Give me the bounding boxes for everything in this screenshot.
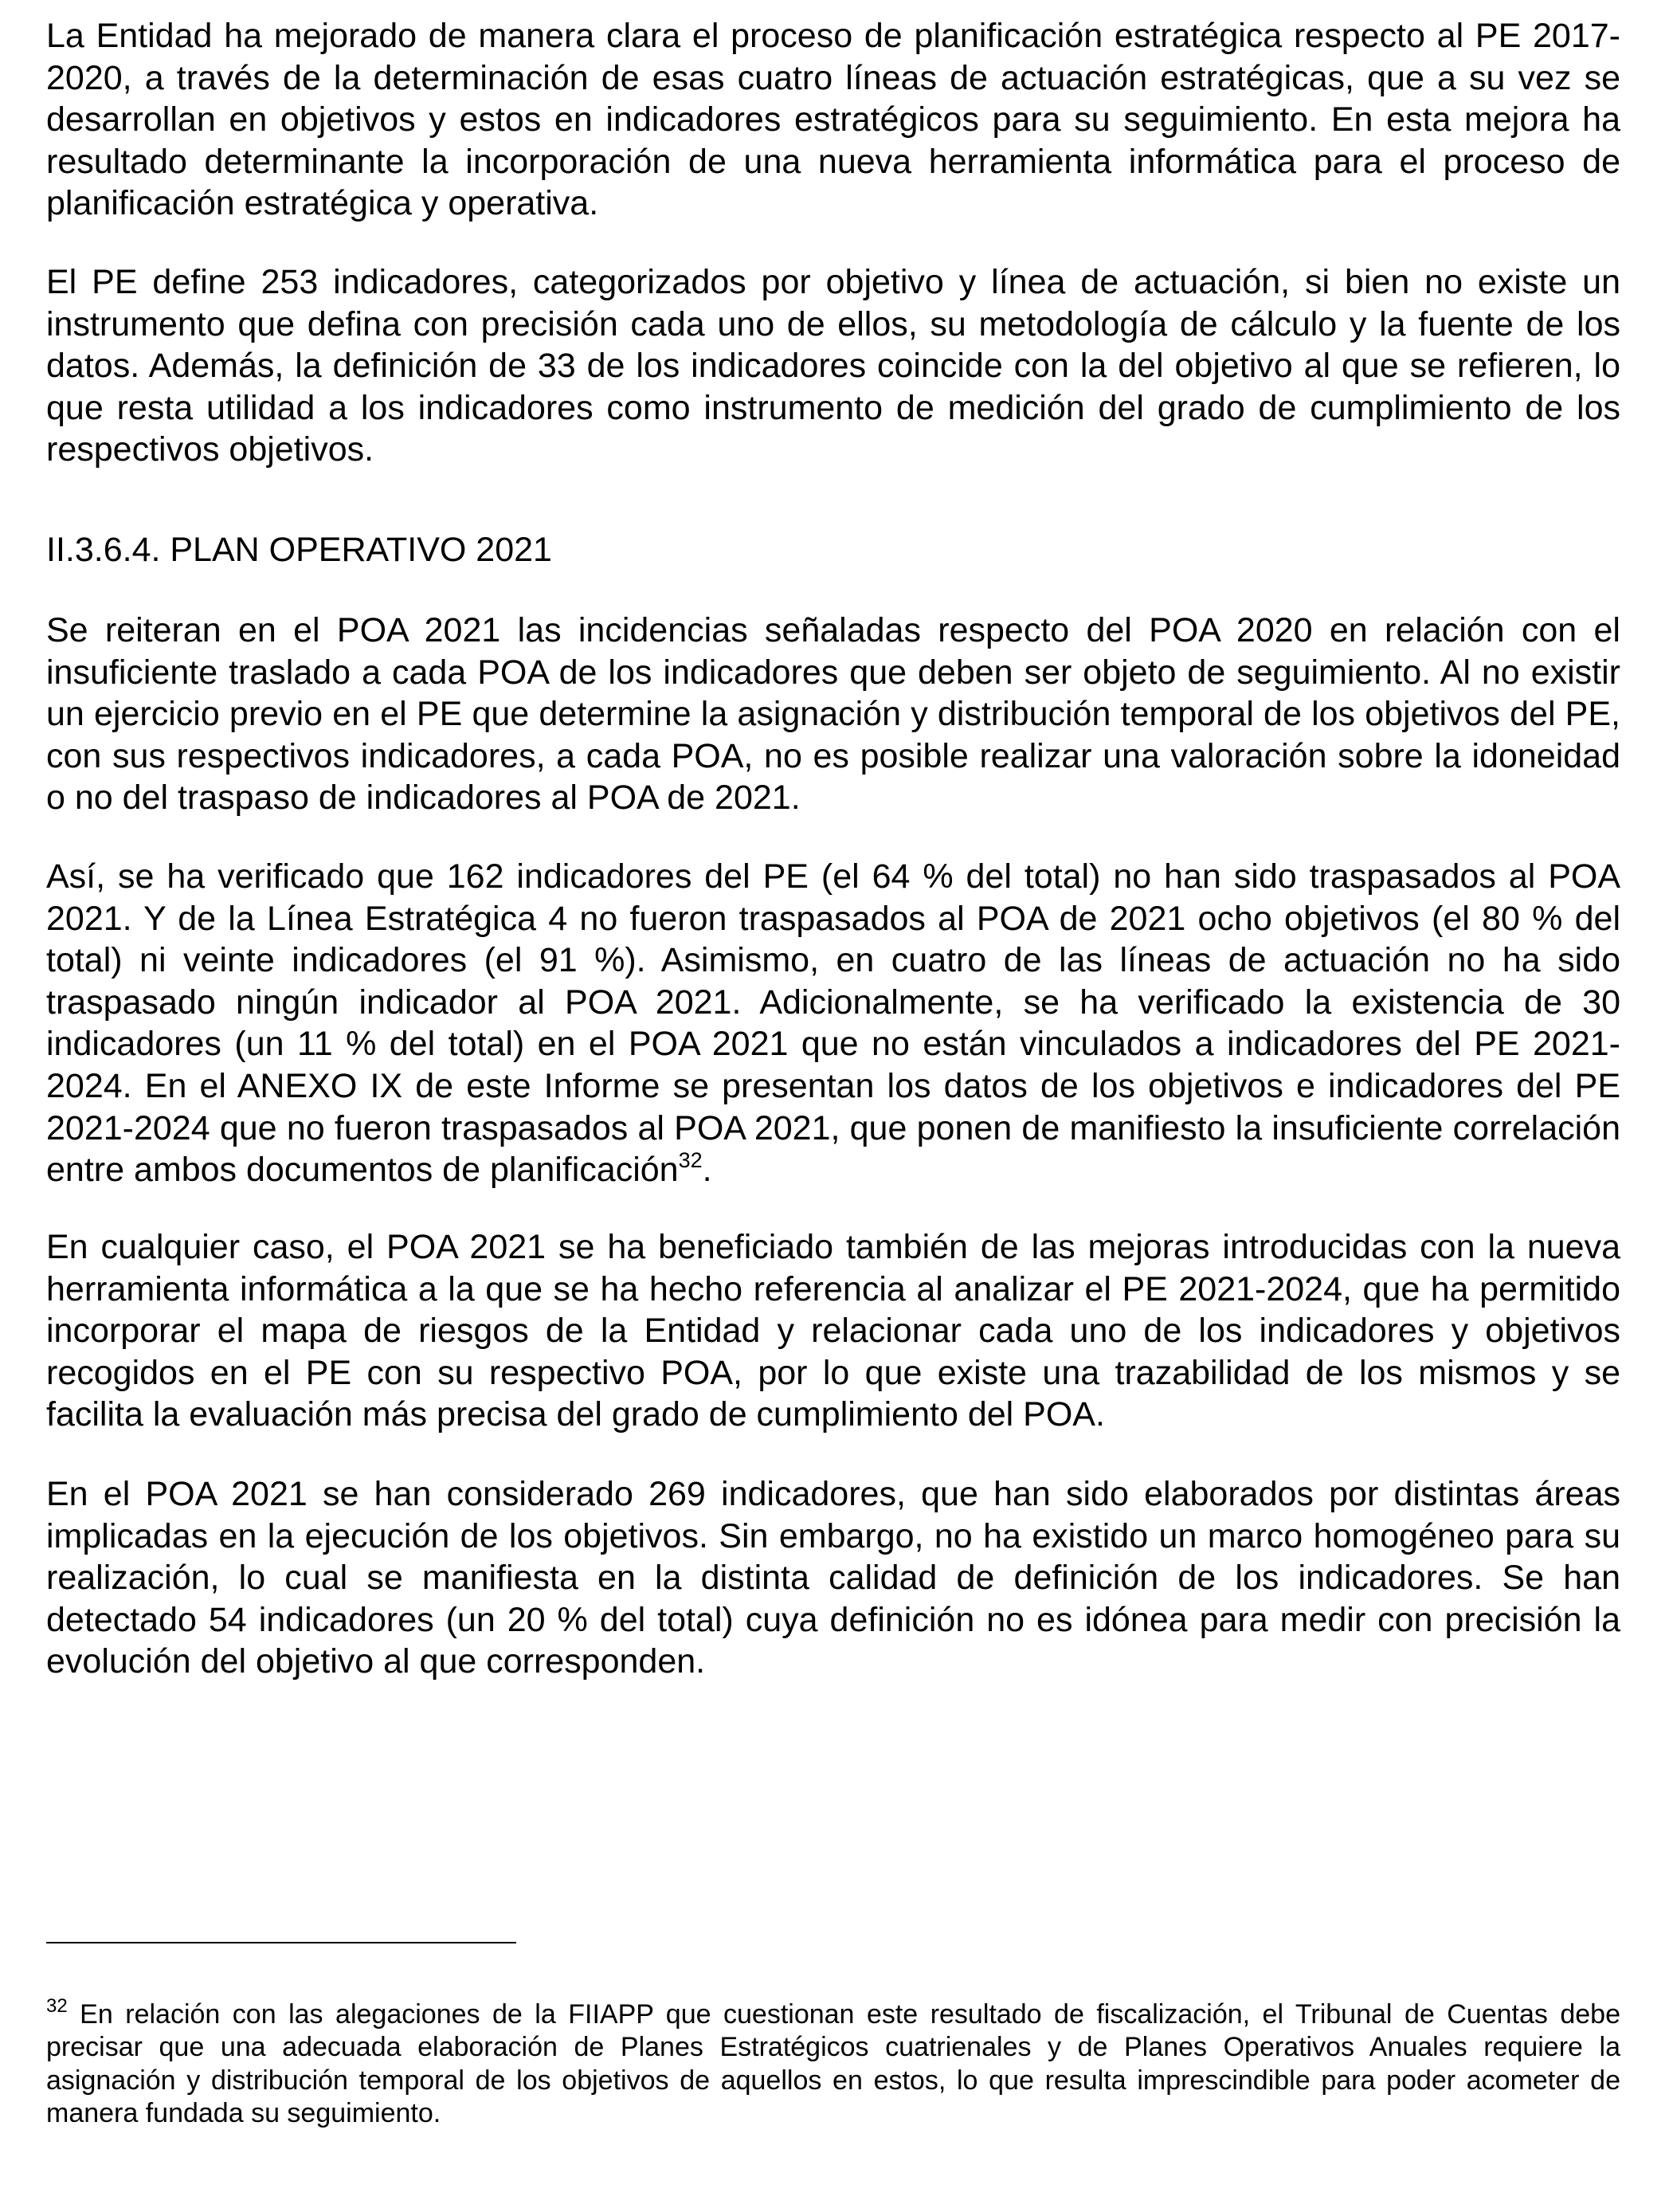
paragraph-poa-verification-text: Así, se ha verificado que 162 indicadores del PE (el 64 % del total) no han sido traspasados al POA 2021. Y de la Línea Estratégica 4 no fueron traspasados al POA de 2021 ocho objetivos (el 80 % del total) ni veinte indicadores (el 91 %). Asimismo, en cuatro de las líneas de actuación no ha sido traspasado ningún indicador al POA 2021. Adicionalmente, se ha verificado la existencia de 30 indicadores (un 11 % del total) en el POA 2021 que no están vinculados a indicadores del PE 2021-2024. En el ANEXO IX de este Informe se presentan los datos de los objetivos e indicadores del PE 2021-2024 que no fueron traspasados al POA 2021, que ponen de manifiesto la insuficiente correlación entre ambos documentos de planificación <box>46 857 1620 1190</box>
paragraph-planning-improvement: La Entidad ha mejorado de manera clara el proceso de planificación estratégica respecto al PE 2017-2020, a través de la determinación de esas cuatro líneas de actuación estratégicas, que a su vez se desarrollan en objetivos y estos en indicadores estratégicos para su seguimiento. En esta mejora ha resultado determinante la incorporación de una nueva herramienta informática para el proceso de planificación estratégica y operativa. <box>46 17 1620 223</box>
paragraph-poa-incidences: Se reiteran en el POA 2021 las incidencias señaladas respecto del POA 2020 en relación con el insuficiente traslado a cada POA de los indicadores que deben ser objeto de seguimiento. Al no existir un ejercicio previo en el PE que determine la asignación y distribución temporal de los objetivos del PE, con sus respectivos indicadores, a cada POA, no es posible realizar una valoración sobre la idoneidad o no del traspaso de indicadores al POA de 2021. <box>46 611 1620 818</box>
paragraph-poa-indicators: En el POA 2021 se han considerado 269 indicadores, que han sido elaborados por distintas áreas implicadas en la ejecución de los objetivos. Sin embargo, no ha existido un marco homogéneo para su realización, lo cual se manifiesta en la distinta calidad de definición de los indicadores. Se han detectado 54 indicadores (un 20 % del total) cuya definición no es idónea para medir con precisión la evolución del objetivo al que corresponden. <box>46 1475 1620 1681</box>
paragraph-poa-verification <box>46 856 1620 1191</box>
footnote <box>46 1995 1620 2130</box>
footnote-number: 32 <box>46 1995 68 2017</box>
paragraph-pe-indicators: El PE define 253 indicadores, categorizados por objetivo y línea de actuación, si bien no existe un instrumento que defina con precisión cada uno de ellos, su metodología de cálculo y la fuente de los datos. Además, la definición de 33 de los indicadores coincide con la del objetivo al que se refieren, lo que resta utilidad a los indicadores como instrumento de medición del grado de cumplimiento de los respectivos objetivos. <box>46 263 1620 469</box>
section-heading: II.3.6.4. PLAN OPERATIVO 2021 <box>46 531 552 569</box>
paragraph-poa-improvements: En cualquier caso, el POA 2021 se ha beneficiado también de las mejoras introducidas con la nueva herramienta informática a la que se ha hecho referencia al analizar el PE 2021-2024, que ha permitido incorporar el mapa de riesgos de la Entidad y relacionar cada uno de los indicadores y objetivos recogidos en el PE con su respectivo POA, por lo que existe una trazabilidad de los mismos y se facilita la evaluación más precisa del grado de cumplimiento del POA. <box>46 1228 1620 1434</box>
footnote-text: En relación con las alegaciones de la FIIAPP que cuestionan este resultado de fiscalización, el Tribunal de Cuentas debe precisar que una adecuada elaboración de Planes Estratégicos cuatrienales y de Planes Operativos Anuales requiere la asignación y distribución temporal de los objetivos de aquellos en estos, lo que resulta imprescindible para poder acometer de manera fundada su seguimiento. <box>46 1999 1620 2128</box>
footnote-separator <box>46 1942 516 1943</box>
paragraph-poa-verification-end: . <box>702 1151 712 1190</box>
footnote-reference[interactable]: 32 <box>678 1148 703 1173</box>
